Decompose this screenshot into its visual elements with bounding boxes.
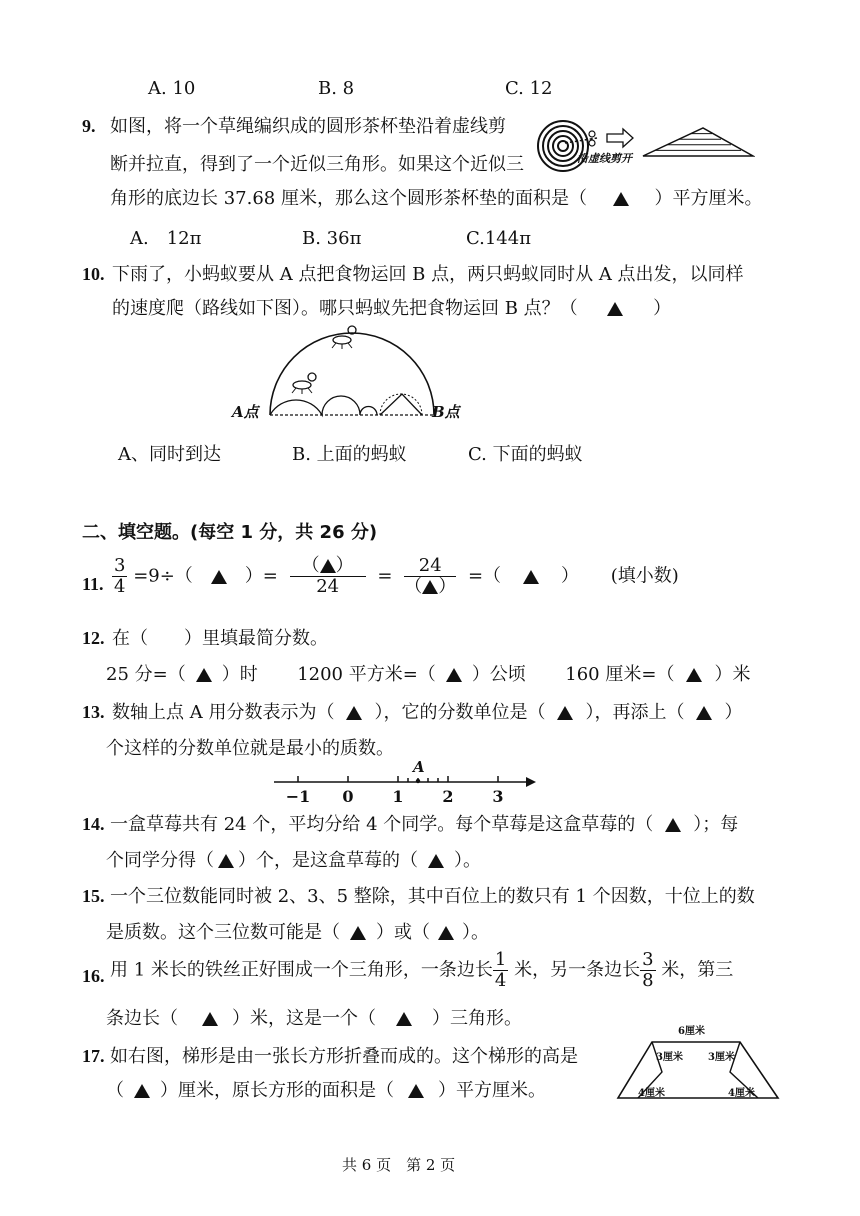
q17-trapezoid-figure [612,1022,784,1102]
q15-number: 15. [82,886,105,906]
q9-figure [535,116,755,176]
point-b-label: B点 [432,403,460,420]
q10-option-a: A、同时到达 [118,444,221,465]
tick-label: 2 [442,787,454,806]
point-a-marker [416,779,420,783]
q11-fraction-24-x: $\frac{24}{( )}$ [404,555,457,597]
point-a-label: A点 [232,403,259,420]
tick-label: −1 [285,787,311,806]
q9-line2: 断并拉直，得到了一个近似三角形。如果这个近似三 [110,154,524,175]
q12-line2: 25 分=（ ）时 1200 平方米=（ ）公顷 160 厘米=（ ）米 [106,664,751,685]
answer-triangle-icon [196,668,212,682]
q16-line2: 条边长（ ）米，这是一个（ ）三角形。 [106,1008,522,1029]
q10-option-c: C. 下面的蚂蚁 [468,444,583,465]
number-line [272,760,542,806]
q10-line2-a: 的速度爬（路线如下图）。哪只蚂蚁先把食物运回 B 点？（ [112,298,578,319]
axis-point-a-label: A [413,760,425,776]
q16-fraction-1-4: $\frac{1}{4}$ [494,949,507,991]
answer-triangle-icon [686,668,702,682]
q10-number: 10. [82,264,105,284]
tick-label: 1 [392,787,404,806]
q12-number: 12. [82,628,105,648]
q14-line2: 个同学分得（ ）个，是这盒草莓的（ ）。 [106,850,481,871]
q14-number: 14. [82,814,105,834]
answer-triangle-icon [396,1012,412,1026]
q9-option-b: B. 36π [302,228,362,249]
fig-left-label: 3厘米 [656,1052,683,1063]
fig-top-label: 6厘米 [678,1026,705,1037]
q11-note: (填小数) [610,565,679,587]
fig-bottom-right-label: 4厘米 [728,1088,755,1099]
answer-triangle-icon [665,818,681,832]
q16-number: 16. [82,966,105,986]
q10-line1: 下雨了，小蚂蚁要从 A 点把食物运回 B 点，两只蚂蚁同时从 A 点出发，以同样 [112,264,744,285]
q11-eq1: =9÷（ [133,565,193,587]
q11-number: 11. [82,574,104,594]
q10-figure [230,320,470,420]
fig-right-label: 3厘米 [708,1052,735,1063]
answer-triangle-icon [134,1084,150,1098]
q10-option-b: B. 上面的蚂蚁 [292,444,407,465]
q17-line1: 如右图，梯形是由一张长方形折叠而成的。这个梯形的高是 [110,1046,578,1067]
q15-line1: 一个三位数能同时被 2、3、5 整除，其中百位上的数只有 1 个因数，十位上的数 [110,886,755,907]
answer-triangle-icon [523,570,539,584]
answer-triangle-icon [557,706,573,720]
answer-triangle-icon [320,559,336,573]
dashed-arc [380,394,422,415]
top-ant-icon [332,326,356,349]
q12-line1: 在（ ）里填最简分数。 [112,628,328,649]
q9-line3 [110,188,762,210]
q15-line2: 是质数。这个三位数可能是（ ）或（ ）。 [106,922,489,943]
fig-bottom-left-label: 4厘米 [638,1088,665,1099]
answer-triangle-icon [422,580,438,594]
answer-triangle-icon [428,854,444,868]
q13-line1: 数轴上点 A 用分数表示为（ ），它的分数单位是（ ），再添上（ ） [112,702,743,723]
q11-fraction-x-24: $\frac{( )}{24}$ [290,556,366,597]
answer-triangle-icon [408,1084,424,1098]
tick-label: 3 [492,787,504,806]
triangle-route [380,394,422,415]
q11-fraction-3-4: $\frac{3}{4}$ [114,555,126,597]
q16-fraction-3-8: $\frac{3}{8}$ [642,949,654,991]
q9-line3-a: 角形的底边长 37.68 厘米，那么这个圆形茶杯垫的面积是（ [110,188,587,209]
q16-line1: 用 1 米长的铁丝正好围成一个三角形，一条边长 $\frac{1}{4}$ 米，另一条边长 $\frac{3}{8}$ 米，第三 [110,949,734,991]
q10-line2-b: ） [653,298,672,319]
q9-option-c: C.144π [466,228,532,249]
section-2-title: 二、填空题。(每空 1 分，共 26 分) [82,522,378,543]
q14-line1: 一盒草莓共有 24 个，平均分给 4 个同学。每个草莓是这盒草莓的（ ）；每 [110,814,739,835]
answer-triangle-icon [607,302,623,316]
answer-triangle-icon [446,668,462,682]
q8-option-c: C. 12 [505,78,553,99]
small-arcs-route [270,396,377,415]
q11-equation [112,556,679,597]
q11-eq1b: ）= [244,565,278,587]
q17-number: 17. [82,1046,105,1066]
q8-option-a: A. 10 [148,78,196,99]
q9-option-a: A. 12π [130,228,202,249]
q9-line1: 如图，将一个草绳编织成的圆形茶杯垫沿着虚线剪 [110,116,506,137]
answer-triangle-icon [346,706,362,720]
q11-eq3: =（ [467,565,502,587]
page-footer: 共 6 页 第 2 页 [342,1156,456,1174]
answer-triangle-icon [350,926,366,940]
q11-eq3b: ） [561,565,580,587]
answer-triangle-icon [438,926,454,940]
answer-triangle-icon [211,570,227,584]
bottom-ant-icon [292,373,316,394]
answer-triangle-icon [696,706,712,720]
axis-arrow-icon [526,777,536,787]
arrow-right-icon [607,129,633,147]
q13-number: 13. [82,702,105,722]
q8-option-b: B. 8 [318,78,355,99]
triangle-figure [643,128,753,156]
answer-triangle-icon [202,1012,218,1026]
answer-triangle-icon [613,192,629,206]
q13-line2: 个这样的分数单位就是最小的质数。 [106,738,394,759]
q11-eq2: = [377,565,393,587]
q9-figure-label: 沿虚线剪开 [577,152,632,165]
q10-line2 [112,298,671,320]
q9-line3-b: ）平方厘米。 [654,188,763,209]
tick-label: 0 [342,787,354,806]
answer-triangle-icon [218,854,234,868]
q17-line2: （ ）厘米，原长方形的面积是（ ）平方厘米。 [106,1080,546,1101]
q9-number: 9. [82,116,96,136]
